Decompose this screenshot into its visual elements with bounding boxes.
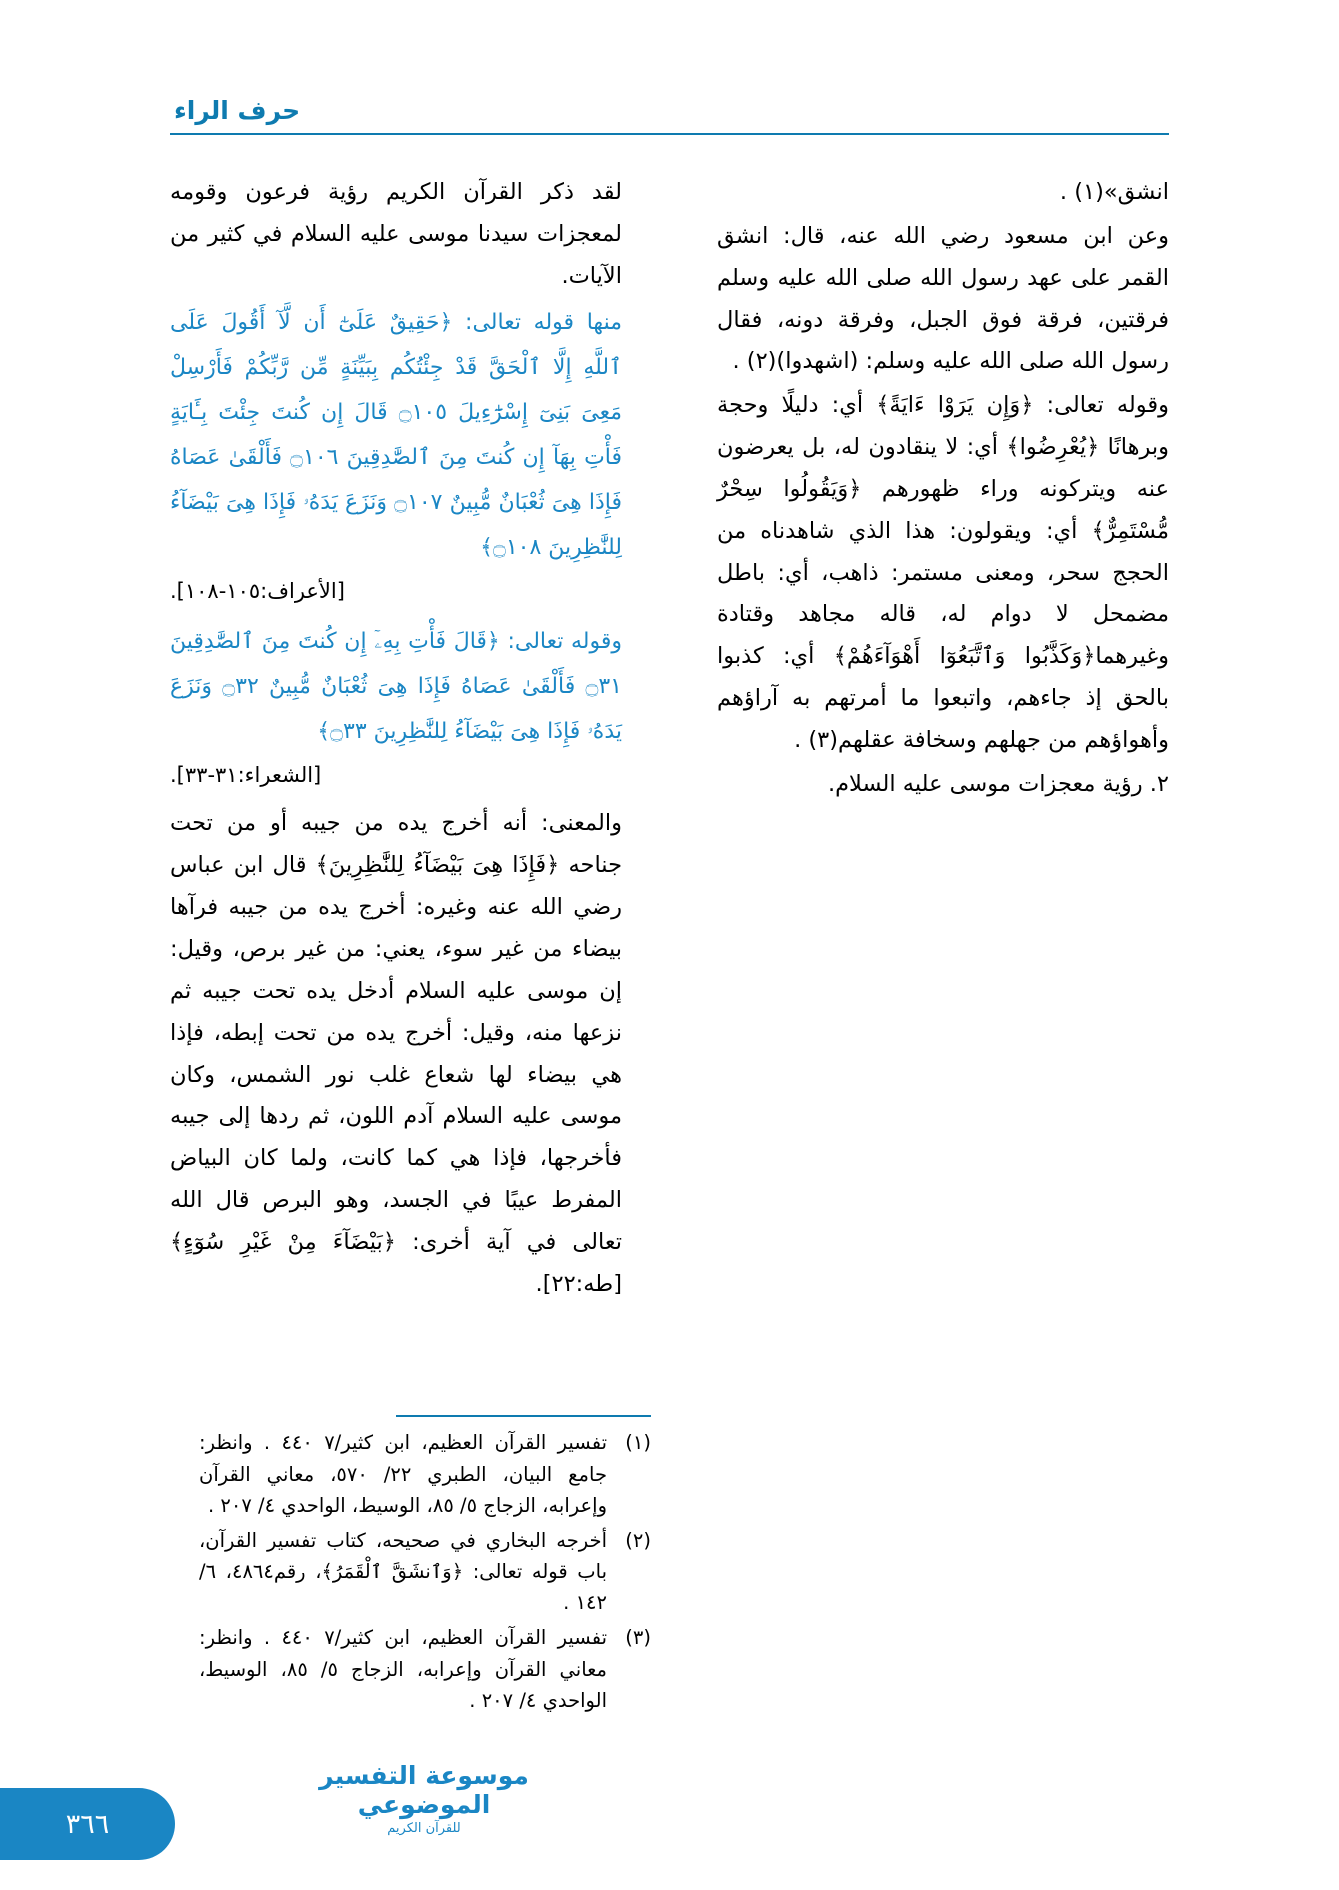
header-divider — [170, 133, 1169, 135]
footnote-item — [199, 1427, 651, 1521]
logo-title: موسوعة التفسير الموضوعي — [319, 1761, 529, 1819]
quran-verse-block: منها قوله تعالى: ﴿حَقِيقٌ عَلَىٰٓ أَن لَّآ أَقُولَ عَلَى ٱللَّهِ إِلَّا ٱلْحَقَّ قَدْ جِئْتُكُم بِبَيِّنَةٍ مِّن رَّبِّكُمْ فَأَرْسِلْ مَعِىَ بَنِىٓ إِسْرَٰٓءِيلَ ۝١٠٥ قَالَ إِن كُنتَ جِئْتَ بِـَٔايَةٍ فَأْتِ بِهَآ إِن كُنتَ مِنَ ٱلصَّٰدِقِينَ ۝١٠٦ فَأَلْقَىٰ عَصَاهُ فَإِذَا هِىَ ثُعْبَانٌ مُّبِينٌ ۝١٠٧ وَنَزَعَ يَدَهُۥ فَإِذَا هِىَ بَيْضَآءُ لِلنَّٰظِرِينَ ۝١٠٨﴾ — [170, 309, 623, 560]
footnote-number: (٢) — [625, 1528, 651, 1552]
paragraph: وقوله تعالى: ﴿وَإِن يَرَوْا ءَايَةً﴾ أي: دليلًا وحجة وبرهانًا ﴿يُعْرِضُوا﴾ أي: لا ينقادون له، بل يعرضون عنه ويتركونه وراء ظهورهم ﴿وَيَقُولُوا سِحْرٌ مُّسْتَمِرٌّ﴾ أي: ويقولون: هذا الذي شاهدناه من الحجج سحر، ومعنى مستمر: ذاهب، أي: باطل مضمحل لا دوام له، قاله مجاهد وقتادة وغيرهما﴿وَكَذَّبُوا وَٱتَّبَعُوٓا أَهْوَآءَهُمْ﴾ أي: كذبوا بالحق إذ جاءهم، واتبعوا ما أمرتهم به آراؤهم وأهواؤهم من جهلهم وسخافة عقلهم(٣) . — [717, 392, 1169, 753]
footnote-divider — [396, 1415, 651, 1417]
quran-verse-block: وقوله تعالى: ﴿قَالَ فَأْتِ بِهِۦٓ إِن كُنتَ مِنَ ٱلصَّٰدِقِينَ ۝٣١ فَأَلْقَىٰ عَصَاهُ فَإِذَا هِىَ ثُعْبَانٌ مُّبِينٌ ۝٣٢ وَنَزَعَ يَدَهُۥ فَإِذَا هِىَ بَيْضَآءُ لِلنَّٰظِرِينَ ۝٣٣﴾ — [170, 629, 622, 745]
paragraph: والمعنى: أنه أخرج يده من جيبه أو من تحت جناحه ﴿فَإِذَا هِىَ بَيْضَآءُ لِلنَّٰظِرِينَ﴾ قال ابن عباس رضي الله عنه وغيره: أخرج يده من جيبه فرآها بيضاء من غير سوء، يعني: من غير برص، وقيل: إن موسى عليه السلام أدخل يده تحت جيبه ثم نزعها منه، وقيل: أخرج يده من تحت إبطه، فإذا هي بيضاء لها شعاع غلب نور الشمس، وكان موسى عليه السلام آدم اللون، ثم ردها إلى جيبه فأخرجها، فإذا هي كما كانت، ولما كان البياض المفرط عيبًا في الجسد، وهو البرص قال الله تعالى في آية أخرى: ﴿بَيْضَآءَ مِنْ غَيْرِ سُوٓءٍ﴾ [طه:٢٢]. — [170, 810, 622, 1297]
paragraph: وعن ابن مسعود رضي الله عنه، قال: انشق القمر على عهد رسول الله صلى الله عليه وسلم فرقتين، فرقة فوق الجبل، وفرقة دونه، فقال رسول الله صلى الله عليه وسلم: (اشهدوا)(٢) . — [717, 222, 1169, 375]
left-column — [170, 172, 622, 1308]
page-header — [170, 96, 1169, 135]
verse-reference: [الشعراء:٣١-٣٣]. — [170, 763, 322, 788]
right-column — [717, 172, 1169, 808]
logo-subtitle: للقرآن الكريم — [387, 1821, 461, 1836]
header-title: حرف الراء — [174, 96, 301, 125]
footnote-item — [199, 1525, 651, 1619]
footnote-text: تفسير القرآن العظيم، ابن كثير/٧ ٤٤٠ . وانظر: جامع البيان، الطبري ٢٢/ ٥٧٠، معاني القرآن وإعرابه، الزجاج ٥/ ٨٥، الوسيط، الواحدي ٤/ ٢٠٧ . — [199, 1431, 607, 1517]
verse-reference: [الأعراف:١٠٥-١٠٨]. — [170, 579, 345, 604]
footnote-item — [199, 1622, 651, 1716]
paragraph: انشق»(١) . — [1059, 179, 1169, 205]
footnote-text: أخرجه البخاري في صحيحه، كتاب تفسير القرآن، باب قوله تعالى: ﴿وَٱنشَقَّ ٱلْقَمَرُ﴾، رقم٤٨٦٤، ٦/ ١٤٢ . — [199, 1528, 607, 1615]
page-number-badge: ٣٦٦ — [0, 1788, 175, 1860]
footnote-number: (١) — [625, 1431, 651, 1455]
numbered-item: ٢. رؤية معجزات موسى عليه السلام. — [827, 770, 1169, 797]
footnote-text: تفسير القرآن العظيم، ابن كثير/٧ ٤٤٠ . وانظر: معاني القرآن وإعرابه، الزجاج ٥/ ٨٥، الوسيط، الواحدي ٤/ ٢٠٧ . — [199, 1626, 607, 1712]
paragraph: لقد ذكر القرآن الكريم رؤية فرعون وقومه لمعجزات سيدنا موسى عليه السلام في كثير من الآيات. — [170, 179, 622, 289]
publisher-logo — [309, 1761, 539, 1836]
footnote-number: (٣) — [625, 1626, 651, 1650]
footnotes-section — [199, 1415, 651, 1720]
